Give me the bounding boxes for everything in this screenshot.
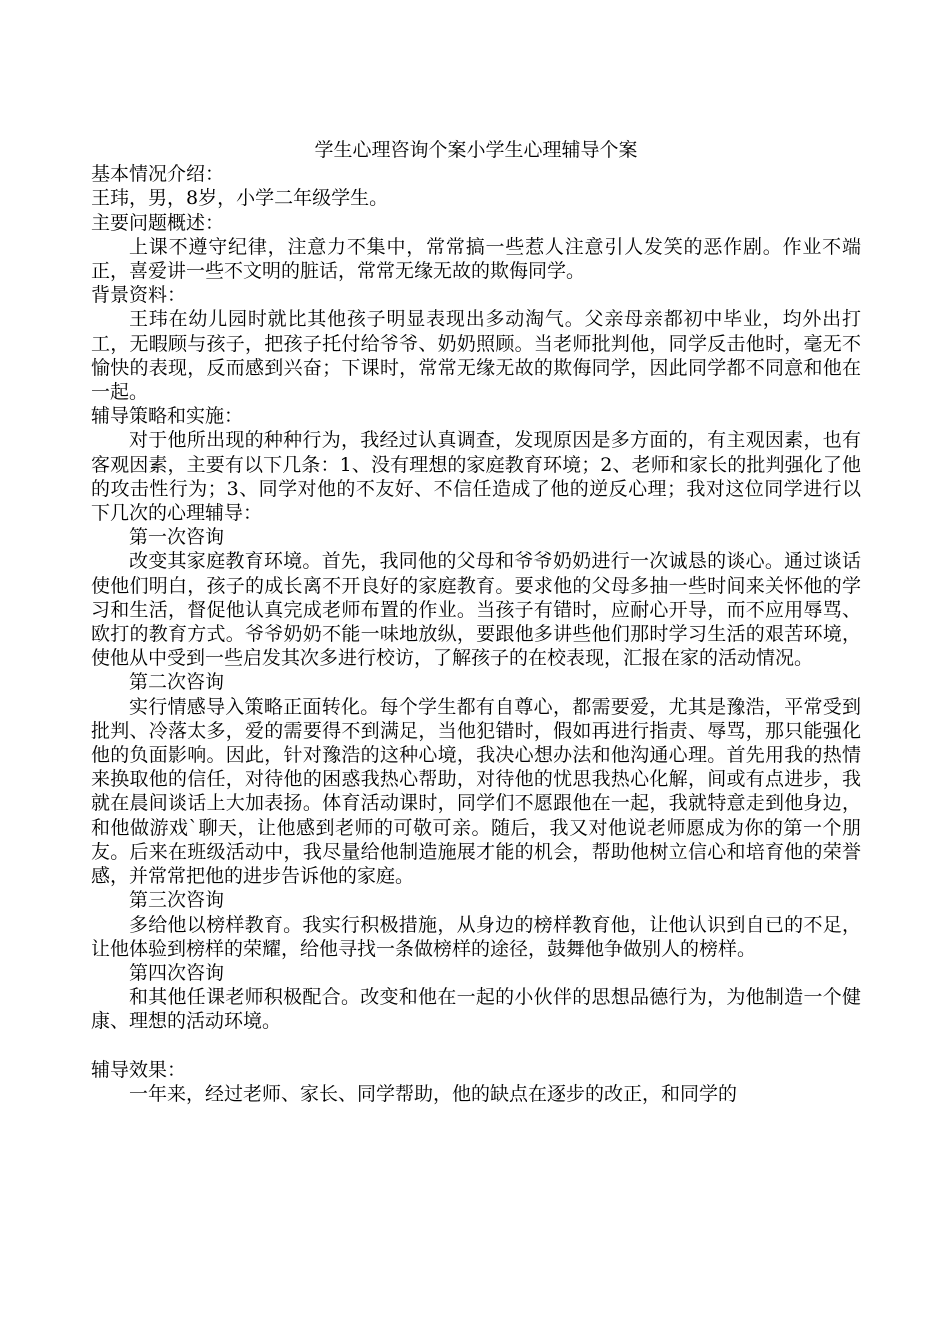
background-heading: 背景资料： bbox=[91, 284, 187, 307]
consult-3-text: 多给他以榜样教育。我实行积极措施，从身边的榜样教育他，让他认识到自已的不足，让他体验到榜样的荣耀，给他寻找一条做榜样的途径，鼓舞他争做别人的榜样。 bbox=[91, 913, 861, 960]
problem-heading: 主要问题概述： bbox=[91, 211, 225, 234]
consult-1-text: 改变其家庭教育环境。首先，我同他的父母和爷爷奶奶进行一次诚恳的谈心。通过谈话使他们明白，孩子的成长离不开良好的家庭教育。要求他的父母多抽一些时间来关怀他的学习和生活，督促他认真完成老师布置的作业。当孩子有错时，应耐心开导，而不应用辱骂、欧打的教育方式。爷爷奶奶不能一味地放纵，要跟他多讲些他们那时学习生活的艰苦环境，使他从中受到一些启发其次多进行校访，了解孩子的在校表现，汇报在家的活动情况。 bbox=[91, 550, 861, 670]
consult-2-text: 实行情感导入策略正面转化。每个学生都有自尊心，都需要爱，尤其是豫浩，平常受到批判、冷落太多，爱的需要得不到满足，当他犯错时，假如再进行指责、辱骂，那只能强化他的负面影响。因此，针对豫浩的这种心境，我决心想办法和他沟通心理。首先用我的热情来换取他的信任，对待他的困惑我热心帮助，对待他的忧思我热心化解，间或有点进步，我就在晨间谈话上大加表扬。体育活动课时，同学们不愿跟他在一起，我就特意走到他身边，和他做游戏`聊天，让他感到老师的可敬可亲。随后，我又对他说老师愿成为你的第一个朋友。后来在班级活动中，我尽量给他制造施展才能的机会，帮助他树立信心和培育他的荣誉感，并常常把他的进步告诉他的家庭。 bbox=[91, 695, 861, 888]
problem-text: 上课不遵守纪律，注意力不集中，常常搞一些惹人注意引人发笑的恶作剧。作业不端正，喜爱讲一些不文明的脏话，常常无缘无故的欺侮同学。 bbox=[91, 235, 861, 283]
consult-4-title: 第四次咨询 bbox=[129, 961, 225, 984]
document-title: 学生心理咨询个案小学生心理辅导个案 bbox=[314, 139, 638, 161]
effect-text: 一年来，经过老师、家长、同学帮助，他的缺点在逐步的改正，和同学的 bbox=[129, 1082, 738, 1105]
strategy-intro-text: 对于他所出现的种种行为，我经过认真调查，发现原因是多方面的，有主观因素，也有客观因素，主要有以下几条：1、没有理想的家庭教育环境；2、老师和家长的批判强化了他的攻击性行为；3、同学对他的不友好、不信任造成了他的逆反心理；我对这位同学进行以下几次的心理辅导： bbox=[91, 429, 861, 525]
basic-info-heading: 基本情况介绍： bbox=[91, 163, 225, 186]
document-page bbox=[91, 138, 861, 1106]
basic-info-text: 王玮，男，8岁，小学二年级学生。 bbox=[91, 187, 389, 210]
consult-3-title: 第三次咨询 bbox=[129, 889, 225, 912]
consult-4-text: 和其他任课老师积极配合。改变和他在一起的小伙伴的思想品德行为，为他制造一个健康、理想的活动环境。 bbox=[91, 986, 861, 1033]
consult-1-title: 第一次咨询 bbox=[129, 526, 225, 549]
consult-2-title: 第二次咨询 bbox=[129, 671, 225, 694]
strategy-heading: 辅导策略和实施： bbox=[91, 405, 244, 428]
background-text: 王玮在幼儿园时就比其他孩子明显表现出多动淘气。父亲母亲都初中毕业，均外出打工，无暇顾与孩子，把孩子托付给爷爷、奶奶照顾。当老师批判他，同学反击他时，毫无不愉快的表现，反而感到兴奋；下课时，常常无缘无故的欺侮同学，因此同学都不同意和他在一起。 bbox=[91, 308, 861, 404]
blank-line bbox=[91, 1034, 861, 1058]
effect-heading: 辅导效果： bbox=[91, 1058, 187, 1081]
